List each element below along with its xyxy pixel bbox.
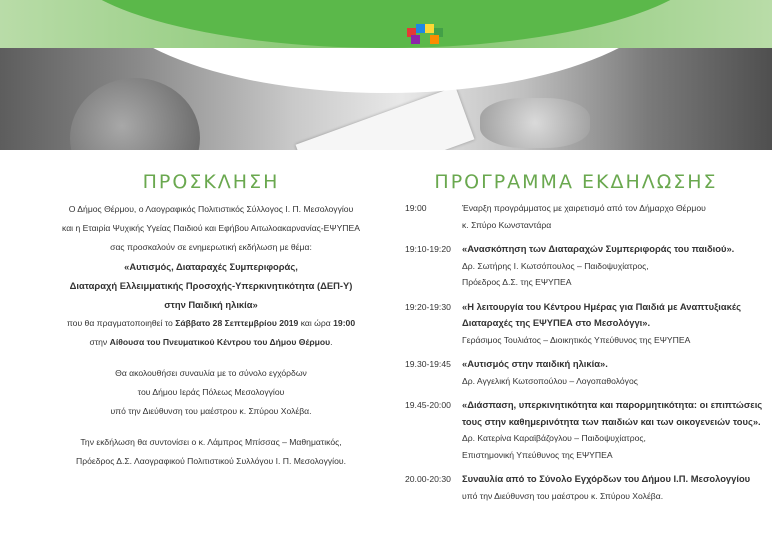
program-title-line: «Διάσπαση, υπερκινητικότητα και παρορμητικότητα: οι επιπτώσεις [462, 399, 763, 410]
invitation-intro [28, 200, 394, 257]
program-time: 19:20-19:30 [405, 301, 451, 312]
concert-line: Θα ακολουθήσει συναυλία με το σύνολο εγχόρδων [115, 368, 307, 378]
program-speaker-line: Δρ. Σωτήρης Ι. Κωτσόπουλος – Παιδοψυχίατρος, [462, 260, 649, 271]
topic-line: «Αυτισμός, Διαταραχές Συμπεριφοράς, [124, 261, 298, 272]
event-venue: Αίθουσα του Πνευματικού Κέντρου του Δήμου Θέρμου [109, 337, 331, 347]
puzzle-logo-icon [405, 20, 445, 48]
program-speaker-line: Επιστημονική Υπεύθυνος της ΕΨΥΠΕΑ [462, 449, 613, 460]
program-speaker-line: Δρ. Αγγελική Κωτσοπούλου – Λογοπαθολόγος [462, 375, 638, 386]
coordinator-line: Πρόεδρος Δ.Σ. Λαογραφικού Πολιτιστικού Συλλόγου Ι. Π. Μεσολογγίου. [76, 456, 346, 466]
intro-line: σας προσκαλούν σε ενημερωτική εκδήλωση με θέμα: [110, 242, 312, 252]
program-item [405, 241, 755, 291]
event-time: 19:00 [333, 318, 356, 328]
topic-line: Διαταραχή Ελλειμματικής Προσοχής-Υπερκινητικότητα (ΔΕΠ-Υ) [69, 280, 353, 291]
topic-line: στην Παιδική ηλικία» [164, 299, 258, 310]
venue-suffix: . [330, 337, 333, 347]
program-item [405, 200, 755, 233]
header-arc [60, 0, 712, 48]
concert-line: του Δήμου Ιεράς Πόλεως Μεσολογγίου [137, 387, 285, 397]
program-title-line: τους στην καθημερινότητα των παιδιών και των οικογενειών τους». [462, 415, 761, 427]
program-speaker-line: Έναρξη προγράμματος με χαιρετισμό από τον Δήμαρχο Θέρμου [462, 203, 706, 213]
program-item [405, 471, 755, 504]
invitation-topic [28, 257, 394, 314]
program-title-line: Διαταραχές της ΕΨΥΠΕΑ στο Μεσολόγγι». [462, 317, 651, 328]
event-date-line [28, 314, 394, 333]
program-speaker-line: Γεράσιμος Τουλιάτος – Διοικητικός Υπεύθυνος της ΕΨΥΠΕΑ [462, 334, 691, 345]
coordinator-line: Την εκδήλωση θα συντονίσει ο κ. Λάμπρος Μπίσσας – Μαθηματικός, [80, 437, 342, 447]
program-speaker-line: υπό την Διεύθυνση του μαέστρου κ. Σπύρου Χολέβα. [462, 490, 664, 501]
concert-line: υπό την Διεύθυνση του μαέστρου κ. Σπύρου Χολέβα. [110, 406, 312, 416]
program-time: 20.00-20:30 [405, 474, 451, 484]
program-description [462, 241, 755, 291]
program-speaker-line: κ. Σπύρο Κωνσταντάρα [462, 219, 552, 230]
program-time: 19.30-19:45 [405, 359, 451, 369]
header-curve [95, 48, 677, 93]
program-item [405, 356, 755, 389]
program-title-line: «Ανασκόπηση των Διαταραχών Συμπεριφοράς του παιδιού». [462, 243, 735, 254]
adult-hand [480, 98, 590, 148]
child-figure [70, 78, 200, 150]
program-description [462, 397, 762, 463]
program-time: 19:10-19:20 [405, 244, 451, 254]
program-description [462, 356, 755, 389]
intro-line: και η Εταιρία Ψυχικής Υγείας Παιδιού και Εφήβου Αιτωλοακαρνανίας-ΕΨΥΠΕΑ [62, 223, 360, 233]
intro-line: Ο Δήμος Θέρμου, ο Λαογραφικός Πολιτιστικός Σύλλογος Ι. Π. Μεσολογγίου [68, 204, 354, 214]
program-item [405, 299, 755, 349]
concert-note [28, 364, 394, 421]
program-heading: ΠΡΟΓΡΑΜΜΑ ΕΚΔΗΛΩΣΗΣ [434, 171, 718, 193]
invitation-heading: ΠΡΟΣΚΛΗΣΗ [142, 171, 280, 193]
program-description [462, 200, 755, 233]
program-item [405, 397, 763, 463]
program-title-line: «Η λειτουργία του Κέντρου Ημέρας για Παιδιά με Αναπτυξιακές [462, 300, 741, 312]
event-venue-line [28, 333, 394, 352]
header-band [0, 0, 772, 48]
program-speaker-line: Δρ. Κατερίνα Καραϊβάζογλου – Παιδοψυχίατρος, [462, 433, 646, 443]
program-time: 19:00 [405, 203, 427, 213]
header-photo [0, 48, 772, 150]
date-prefix: που θα πραγματοποιηθεί το [66, 318, 176, 328]
invitation-column [28, 170, 394, 471]
program-time: 19.45-20:00 [405, 400, 451, 410]
program-description [462, 471, 755, 504]
venue-prefix: στην [89, 337, 110, 347]
event-date: Σάββατο 28 Σεπτεμβρίου 2019 [175, 318, 299, 328]
program-column [405, 170, 763, 512]
coordinator-note [28, 433, 394, 471]
program-speaker-line: Πρόεδρος Δ.Σ. της ΕΨΥΠΕΑ [462, 277, 572, 287]
program-description [462, 299, 755, 349]
program-title-line: Συναυλία από το Σύνολο Εγχόρδων του Δήμου Ι.Π. Μεσολογγίου [462, 473, 751, 484]
date-middle: και ώρα [298, 318, 334, 328]
program-title-line: «Αυτισμός στην παιδική ηλικία». [462, 358, 608, 369]
drawing-paper [296, 87, 475, 150]
program-list [405, 200, 763, 504]
